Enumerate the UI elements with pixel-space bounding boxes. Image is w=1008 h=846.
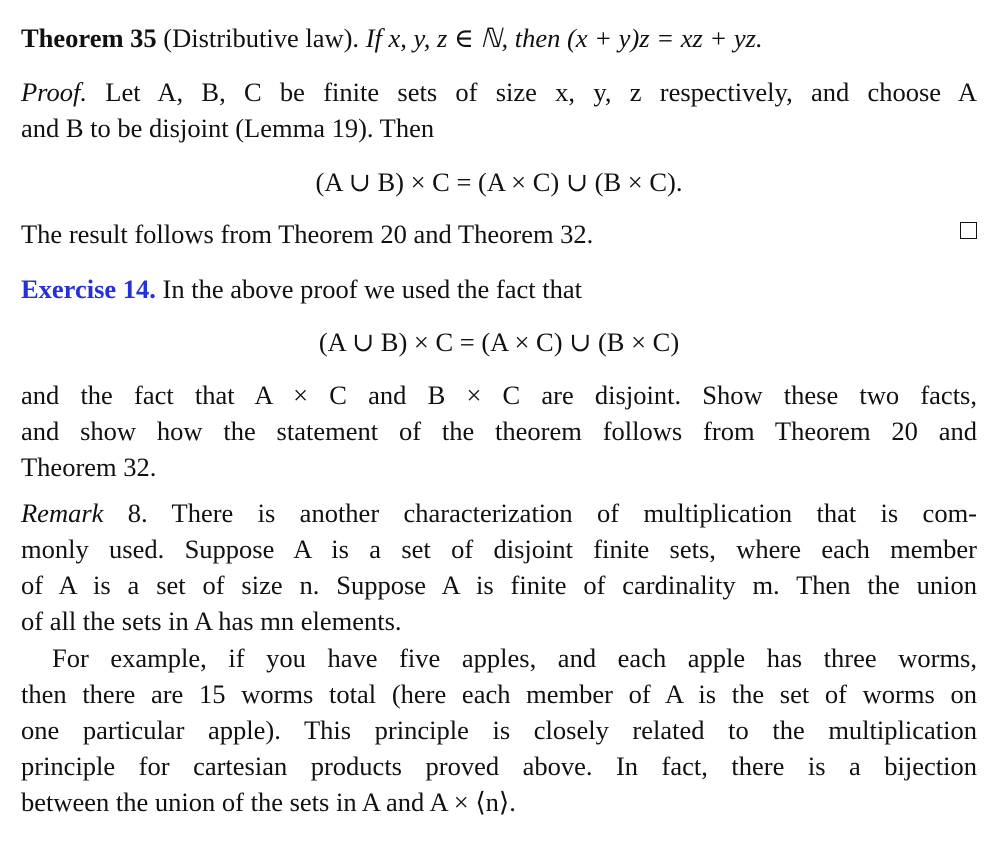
exercise-label: Exercise 14. <box>21 274 156 304</box>
remark-text-1: There is another characterization of multiplication that is com- <box>171 498 978 528</box>
exercise-line-1 <box>21 271 582 307</box>
exercise-line-4: Theorem 32. <box>21 452 157 482</box>
remark-line-4: of all the sets in A has mn elements. <box>21 606 402 636</box>
paragraph-line-3: one particular apple). This principle is closely related to the multiplication <box>21 715 977 745</box>
proof-label: Proof. <box>21 77 88 107</box>
qed-box <box>960 222 977 239</box>
remark-line-1 <box>21 495 977 531</box>
exercise-text-1: In the above proof we used the fact that <box>162 274 582 304</box>
remark-line-3: of A is a set of size n. Suppose A is finite of cardinality m. Then the union <box>21 570 977 600</box>
remark-line-2: monly used. Suppose A is a set of disjoint finite sets, where each member <box>21 534 977 564</box>
exercise-equation: (A ∪ B) × C = (A × C) ∪ (B × C) <box>318 327 680 357</box>
proof-text-1: Let A, B, C be finite sets of size x, y, z respectively, and choose A <box>105 77 977 107</box>
remark-number: 8. <box>127 498 148 528</box>
theorem-name: (Distributive law). <box>163 23 360 53</box>
exercise-line-2: and the fact that A × C and B × C are disjoint. Show these two facts, <box>21 380 977 410</box>
paragraph-line-4: principle for cartesian products proved above. In fact, there is a bijection <box>21 751 977 781</box>
theorem-label: Theorem 35 <box>21 23 157 53</box>
proof-line-3: The result follows from Theorem 20 and Theorem 32. <box>21 219 594 249</box>
theorem-statement: If x, y, z ∈ ℕ, then (x + y)z = xz + yz. <box>365 23 763 53</box>
paragraph-line-2: then there are 15 worms total (here each member of A is the set of worms on <box>21 679 977 709</box>
proof-equation: (A ∪ B) × C = (A × C) ∪ (B × C). <box>315 167 683 197</box>
remark-label: Remark <box>21 498 104 528</box>
proof-line-1 <box>21 74 977 110</box>
paragraph-line-1: For example, if you have five apples, and each apple has three worms, <box>52 643 977 673</box>
paragraph-line-5: between the union of the sets in A and A × ⟨n⟩. <box>21 787 516 817</box>
theorem-line <box>21 20 763 56</box>
exercise-line-3: and show how the statement of the theorem follows from Theorem 20 and <box>21 416 977 446</box>
proof-line-2: and B to be disjoint (Lemma 19). Then <box>21 113 435 143</box>
